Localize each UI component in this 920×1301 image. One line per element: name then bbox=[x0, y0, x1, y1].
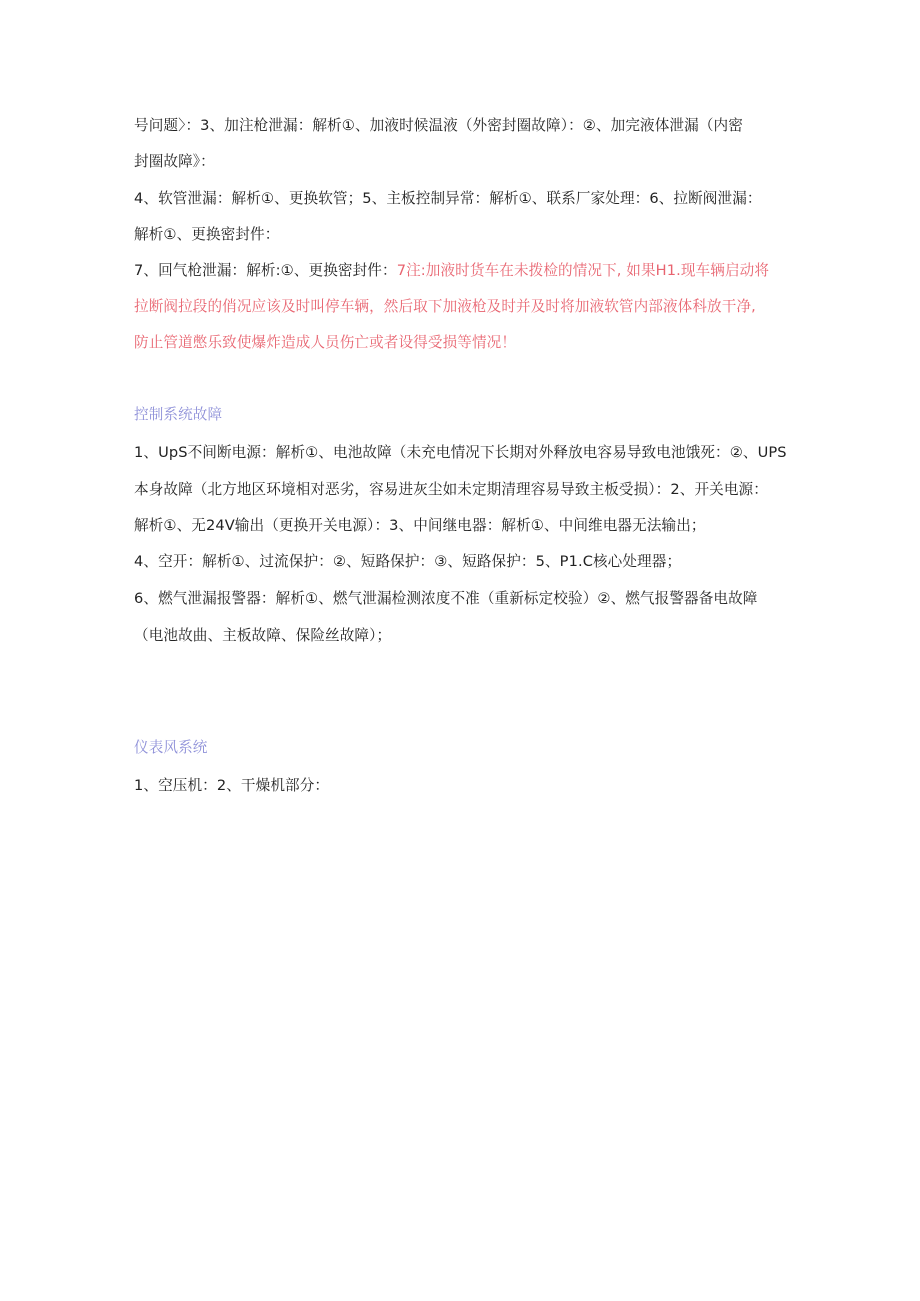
paragraph-line: 号问题〉：3、加注枪泄漏：解析①、加液时候温液（外密封圈故障）：②、加完液体泄漏（内密 bbox=[134, 117, 743, 134]
warning-note-line: 拉断阀拉段的俏况应该及时叫停车辆，然后取下加液枪及时并及时将加液软管内部液体科放干净, bbox=[134, 298, 756, 315]
warning-note-line: 防止管道憋乐致使爆炸造成人员伤亡或者设得受损等情况！ bbox=[134, 334, 517, 351]
paragraph-line: （电池故曲、主板故障、保险丝故障）； bbox=[134, 627, 392, 644]
paragraph-line: 4、空开：解析①、过流保护：②、短路保护：③、短路保护：5、P1.C核心处理器； bbox=[134, 553, 682, 570]
paragraph-line: 4、软管泄漏：解析①、更换软管；5、主板控制异常：解析①、联系厂家处理：6、拉断阀泄漏： bbox=[134, 190, 762, 207]
paragraph-line: 封圈故障》： bbox=[134, 153, 215, 170]
paragraph-line: 6、燃气泄漏报警器：解析①、燃气泄漏检测浓度不准（重新标定校验）②、燃气报警器备电故障 bbox=[134, 590, 758, 607]
warning-note: 7注:加液时货车在未拨检的情况下, 如果H1.现车辆启动将 bbox=[396, 262, 770, 279]
paragraph-line: 解析①、更换密封件： bbox=[134, 226, 280, 243]
paragraph-line: 1、UpS不间断电源：解析①、电池故障（未充电情况下长期对外释放电容易导致电池饿死：②、UPS bbox=[134, 444, 787, 461]
paragraph-line: 1、空压机：2、干燥机部分： bbox=[134, 777, 330, 794]
paragraph-line bbox=[134, 261, 769, 281]
paragraph-line: 本身故障（北方地区环境相对恶劣，容易进灰尘如未定期清理容易导致主板受损）：2、开关电源： bbox=[134, 481, 768, 498]
section-heading-instrument-air: 仪表风系统 bbox=[134, 739, 208, 756]
line-text: 7、回气枪泄漏：解析:①、更换密封件： bbox=[134, 262, 397, 279]
paragraph-line: 解析①、无24V输出（更换开关电源）：3、中间继电器：解析①、中间维电器无法输出； bbox=[134, 517, 706, 534]
section-heading-control-system: 控制系统故障 bbox=[134, 406, 223, 423]
